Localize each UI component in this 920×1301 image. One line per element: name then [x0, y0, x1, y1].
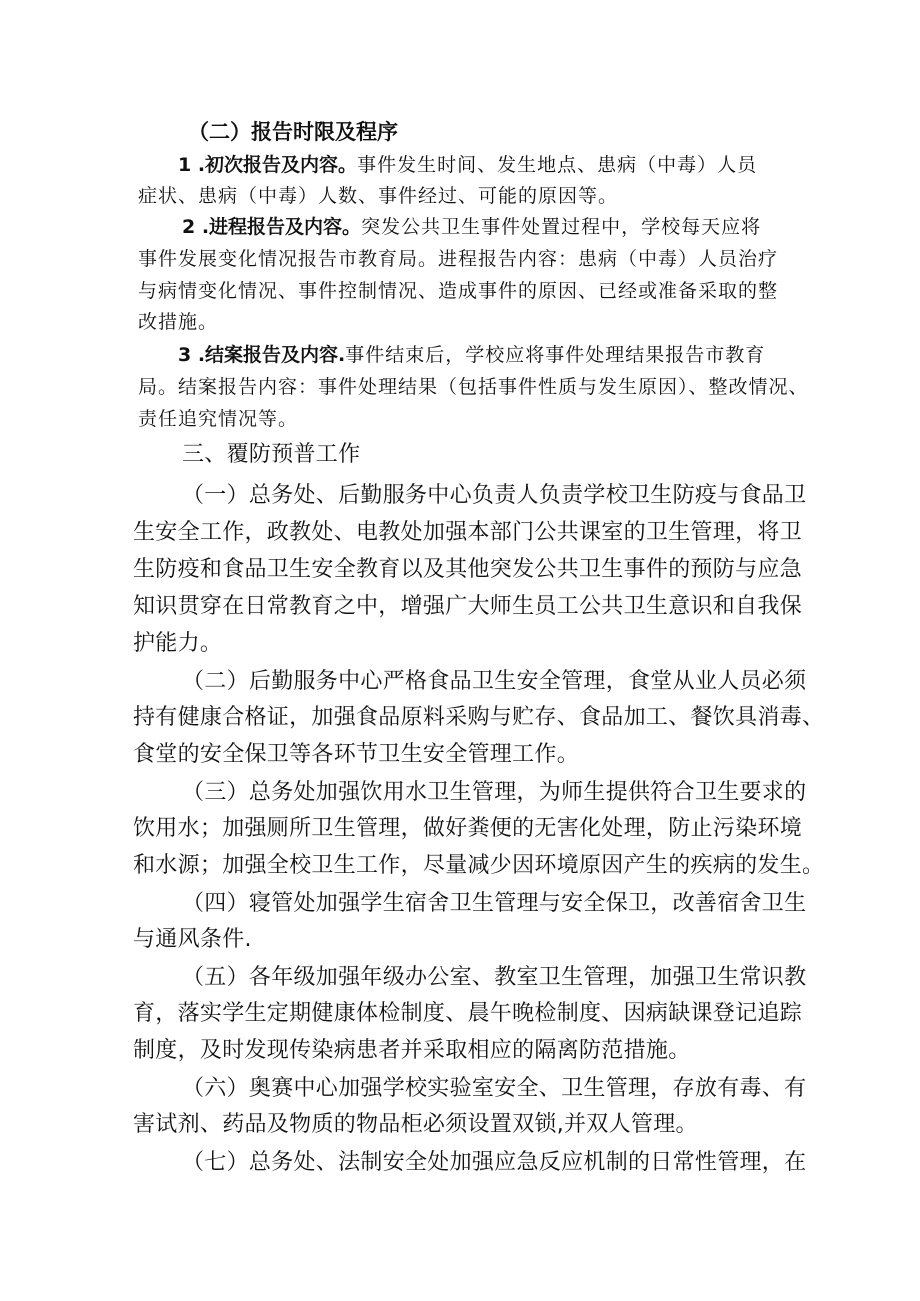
- closing-report-line-1: 3 .结案报告及内容.事件结束后，学校应将事件处理结果报告市教育: [178, 344, 766, 366]
- initial-report-line-1: 1 .初次报告及内容。事件发生时间、发生地点、患病（中毒）人员: [178, 154, 758, 176]
- para6-line-1: （六）奥赛中心加强学校实验室安全、卫生管理，存放有毒、有: [182, 1076, 807, 1101]
- para2-line-1: （二）后勤服务中心严格食品卫生安全管理，食堂从业人员必须: [182, 669, 807, 694]
- progress-report-title: 2 .进程报告及内容。: [182, 216, 362, 238]
- para1-line-2: 生安全工作，政教处、电教处加强本部门公共课室的卫生管理，将卫: [133, 520, 803, 545]
- closing-report-line-2: 局。结案报告内容：事件处理结果（包括事件性质与发生原因）、整改情况、: [138, 376, 809, 398]
- para3-line-2: 饮用水；加强厕所卫生管理，做好粪便的无害化处理，防止污染环境: [133, 816, 803, 841]
- para2-line-2: 持有健康合格证，加强食品原料采购与贮存、食品加工、餐饮具消毒、: [133, 705, 825, 730]
- section-heading-prevention: 三、覆防预普工作: [182, 442, 361, 467]
- closing-report-title: 3 .结案报告及内容.: [178, 344, 346, 366]
- section-heading-reporting: （二）报告时限及程序: [188, 120, 398, 144]
- para1-line-3: 生防疫和食品卫生安全教育以及其他突发公共卫生事件的预防与应急: [133, 557, 803, 582]
- initial-report-line-2: 症状、患病（中毒）人数、事件经过、可能的原因等。: [138, 185, 619, 207]
- initial-report-title: 1 .初次报告及内容。: [178, 154, 358, 176]
- progress-report-line-4: 改措施。: [138, 311, 219, 333]
- closing-report-line-3: 责任追究情况等。: [138, 408, 299, 430]
- para5-line-1: （五）各年级加强年级办公室、教室卫生管理，加强卫生常识教: [182, 965, 807, 990]
- progress-report-line-1: 2 .进程报告及内容。突发公共卫生事件处置过程中，学校每天应将: [182, 216, 762, 238]
- para3-line-1: （三）总务处加强饮用水卫生管理，为师生提供符合卫生要求的: [182, 780, 807, 805]
- para2-line-3: 食堂的安全保卫等各环节卫生安全管理工作。: [133, 742, 580, 767]
- para6-line-2: 害试剂、药品及物质的物品柜必须设置双锁,并双人管理。: [133, 1112, 698, 1137]
- para1-line-4: 知识贯穿在日常教育之中，增强广大师生员工公共卫生意识和自我保: [133, 594, 803, 619]
- para1-line-5: 护能力。: [133, 631, 223, 656]
- para3-line-3: 和水源；加强全校卫生工作，尽量减少因环境原因产生的疾病的发生。: [133, 853, 825, 878]
- para5-line-2: 育，落实学生定期健康体检制度、晨午晚检制度、因病缺课登记追踪: [133, 1001, 803, 1026]
- para1-line-1: （一）总务处、后勤服务中心负责人负责学校卫生防疫与食品卫: [182, 483, 807, 508]
- para5-line-3: 制度，及时发现传染病患者并采取相应的隔离防范措施。: [133, 1038, 691, 1063]
- para7-line-1: （七）总务处、法制安全处加强应急反应机制的日常性管理，在: [182, 1150, 807, 1175]
- para4-line-1: （四）寝管处加强学生宿舍卫生管理与安全保卫，改善宿舍卫生: [182, 891, 807, 916]
- progress-report-line-3: 与病情变化情况、事件控制情况、造成事件的原因、已经或准备采取的整: [138, 280, 779, 302]
- para4-line-2: 与通风条件.: [133, 927, 252, 952]
- progress-report-line-2: 事件发展变化情况报告市教育局。进程报告内容：患病（中毒）人员治疗: [138, 248, 779, 270]
